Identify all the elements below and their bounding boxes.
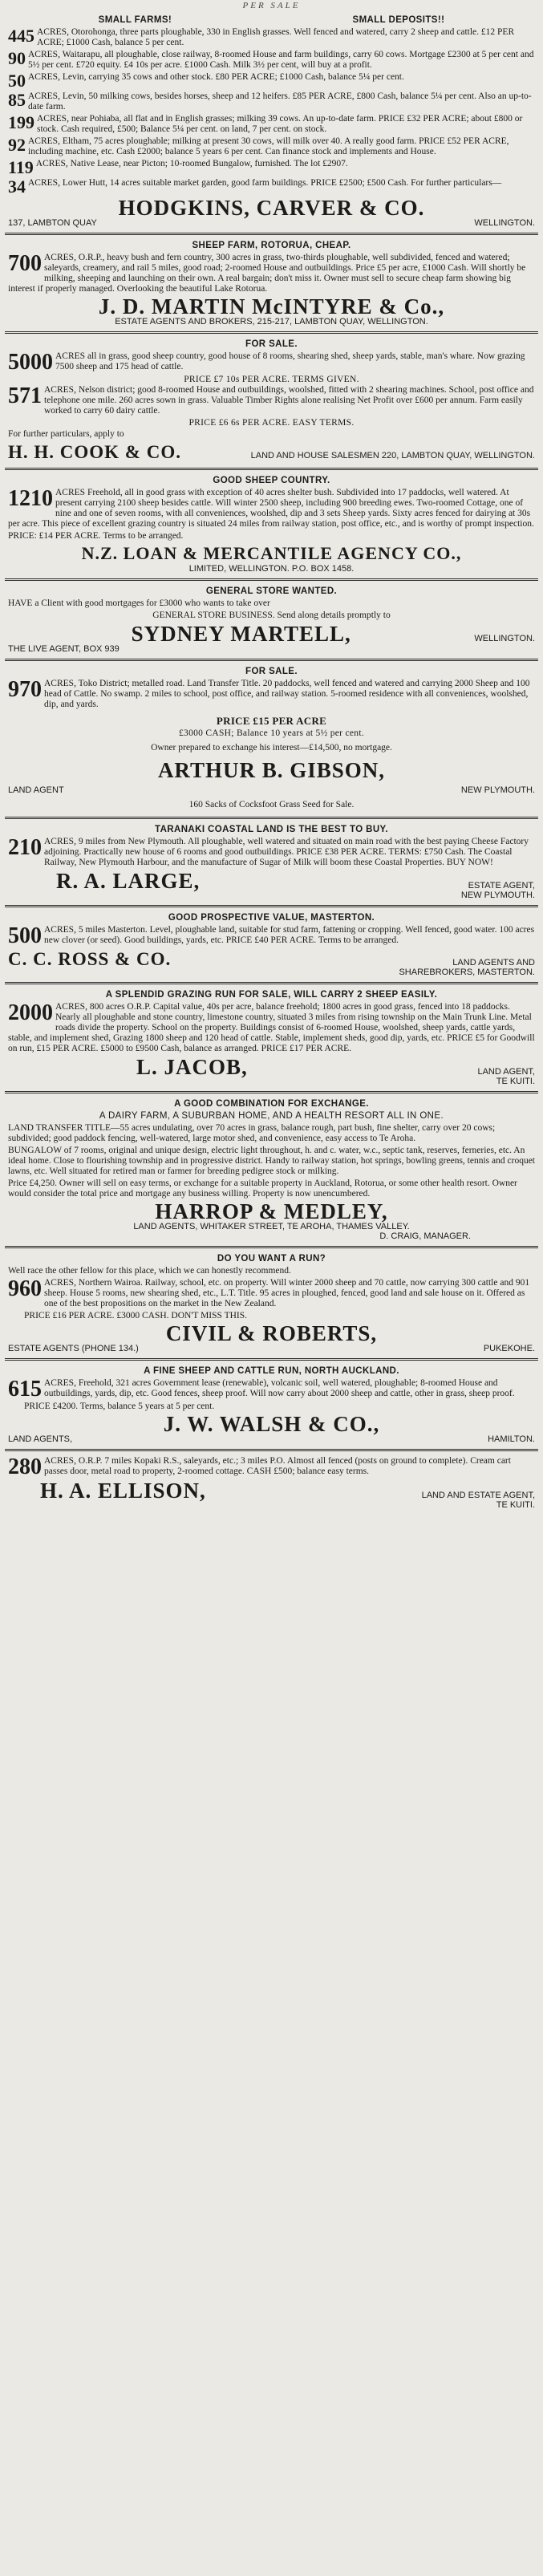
column-rule — [5, 659, 538, 661]
ad-heading: TARANAKI COASTAL LAND IS THE BEST TO BUY. — [155, 825, 388, 834]
agency-name: N.Z. LOAN & MERCANTILE AGENCY CO., — [81, 543, 462, 563]
subline-left: LAND AGENTS, — [8, 1434, 73, 1444]
heading-right: SMALL DEPOSITS!! — [352, 15, 445, 25]
listing-text: ACRES, 5 miles Masterton. Level, ploughable land, suitable for stud farm, fattening or cropping. Well fenced, good water. 100 acres new clover (or seed). Good buildings, yards, etc. PRICE £40 PER ACRE. Terms to be arranged. — [44, 925, 535, 945]
listing-entry — [8, 50, 535, 71]
acreage-number: 1210 — [8, 488, 53, 511]
listing-entry — [8, 1378, 535, 1400]
listing-entry — [8, 488, 535, 529]
agency-name: SYDNEY MARTELL, — [131, 622, 351, 646]
ad-heading: GOOD PROSPECTIVE VALUE, MASTERTON. — [168, 913, 375, 923]
listing-entry — [8, 1002, 535, 1054]
ad-heading: FOR SALE. — [245, 339, 298, 349]
acreage-number: 50 — [8, 72, 26, 90]
listing-entry — [8, 925, 535, 947]
ad-sydney-martell — [5, 582, 538, 657]
address-right: WELLINGTON. — [474, 218, 535, 228]
agency-name: HARROP & MEDLEY, — [155, 1199, 388, 1223]
footnote: 160 Sacks of Cocksfoot Grass Seed for Sale. — [188, 800, 355, 809]
ad-heading: DO YOU WANT A RUN? — [217, 1254, 326, 1264]
agency-name: J. W. WALSH & CO., — [163, 1412, 380, 1436]
ad-l-jacob — [5, 986, 538, 1089]
agency-row — [8, 1480, 535, 1510]
acreage-number: 700 — [8, 253, 42, 276]
agency-city: WELLINGTON. — [474, 634, 535, 643]
agency-name: J. D. MARTIN McINTYRE & Co., — [98, 294, 445, 318]
ad-heading: A GOOD COMBINATION FOR EXCHANGE. — [174, 1099, 369, 1109]
ad-jw-walsh — [5, 1362, 538, 1447]
column-rule — [5, 331, 538, 334]
listing-text: ACRES, near Pohiaba, all flat and in English grasses; milking 39 cows. An up-to-date farm. PRICE £32 PER ACRE; about £800 or stock. Cash required, £500; Balance 5¼ per cent. on land, 7 per cent. on stock. — [37, 114, 523, 134]
ad-paragraph: Price £4,250. Owner will sell on easy terms, or exchange for a suitable property in Auckland, Rotorua, or some other health resort. Owner would consider the total price and mortgage any business willing. Property is now unencumbered. — [8, 1178, 517, 1199]
listing-price: PRICE £7 10s PER ACRE. TERMS GIVEN. — [184, 375, 359, 384]
listing-text: ACRES, Levin, 50 milking cows, besides horses, sheep and 12 heifers. £85 PER ACRE, £800 Cash, balance 5¼ per cent. Also an up-to-date farm. — [28, 91, 532, 112]
agency-address: LAND AND HOUSE SALESMEN 220, LAMBTON QUAY, WELLINGTON. — [250, 451, 535, 460]
listing-text: ACRES, Waitarapu, all ploughable, close railway, 8-roomed House and farm buildings, carry 60 cows. Mortgage £2300 at 5 per cent and 5½ per cent. £720 equity. £4 10s per acre. £1000 Cash. Milk 3½ per cent, will buy at a profit. — [28, 50, 534, 70]
listing-text: ACRES, Nelson district; good 8-roomed House and outbuildings, woolshed, fitted with 2 shearing machines. School, post office and telephone one mile. 260 acres sown in grass. Valuable Timber Rights alone realising Net Profit over £600 per annum. Farm easily worked to carry 60 dairy cattle. — [44, 385, 534, 416]
agency-name: HODGKINS, CARVER & CO. — [118, 196, 425, 220]
ad-arthur-gibson — [5, 663, 538, 815]
address-line: TE KUITI. — [496, 1077, 535, 1086]
listing-text: ACRES, Toko District; metalled road. Land Transfer Title. 20 paddocks, well fenced and watered and carrying 2000 Sheep and 100 head of Cattle. No swamp. 2 miles to school, post office, and railway station. 5-roomed residence with all conveniences, woolshed, dip, and yards. — [44, 679, 530, 709]
acreage-number: 2000 — [8, 1002, 53, 1025]
listing-price: PRICE £16 PER ACRE. £3000 CASH. DON'T MISS THIS. — [24, 1311, 248, 1320]
ad-ha-ellison — [5, 1453, 538, 1513]
address-line: NEW PLYMOUTH. — [460, 890, 535, 900]
ad-heading: A FINE SHEEP AND CATTLE RUN, NORTH AUCKLAND. — [144, 1366, 399, 1376]
agency-subline: LAND AGENTS, WHITAKER STREET, TE AROHA, THAMES VALLEY. — [133, 1222, 410, 1231]
agency-address — [422, 1491, 535, 1510]
ad-ra-large — [5, 821, 538, 903]
ad-nz-loan-mercantile — [5, 472, 538, 577]
column-rule — [5, 468, 538, 470]
listing-text: ACRES, O.R.P., heavy bush and fern country, 300 acres in grass, two-thirds ploughable, well subdivided, fenced and watered; saleyards, creamery, and rail 5 miles, good road; 2-roomed House and outbuildings. Price £5 per acre, £1000 Cash. Will shortly be milking, sheeping and launching on their own. A real bargain; don't miss it. Owner must sell to secure cheap farm showing big interest if properly managed. Overlooking the beautiful Lake Rotorua. — [8, 253, 526, 294]
acreage-number: 199 — [8, 114, 34, 132]
acreage-number: 571 — [8, 385, 42, 408]
acreage-number: 280 — [8, 1456, 42, 1478]
masthead-fragment: PER SALE — [242, 1, 301, 10]
listing-entry — [8, 178, 535, 196]
subline-right: HAMILTON. — [488, 1434, 535, 1444]
agency-address — [461, 881, 535, 900]
acreage-number: 5000 — [8, 351, 53, 373]
column-rule — [5, 1246, 538, 1248]
agency-row — [8, 623, 535, 644]
label-left: LAND AGENT — [8, 785, 64, 795]
address-line: LAND AGENTS AND — [452, 958, 535, 968]
acreage-number: 119 — [8, 159, 34, 176]
agency-name: H. A. ELLISON, — [40, 1479, 206, 1503]
listing-entry — [8, 1278, 535, 1309]
listing-text: ACRES, Freehold, 321 acres Government lease (renewable), volcanic soil, well watered, ploughable; 8-roomed House and outbuildings, yards, dip, etc. Good fences, sheep proof. Will now carry about 2000 sheep and cattle, other in grass, sheep proof. — [44, 1378, 515, 1398]
column-rule — [5, 817, 538, 819]
agency-name: R. A. LARGE, — [56, 869, 201, 893]
column-rule — [5, 905, 538, 907]
acreage-number: 92 — [8, 136, 26, 155]
agency-name: CIVIL & ROBERTS, — [165, 1321, 378, 1345]
agency-name: H. H. COOK & CO. — [8, 442, 181, 462]
ad-heading — [8, 15, 535, 25]
agency-row — [8, 870, 535, 900]
listing-text: ACRES Freehold, all in good grass with exception of 40 acres shelter bush. Subdivided into 17 paddocks, well watered. At present carrying 2100 sheep besides cattle. Will winter 2500 sheep, including 900 breeding ewes. Two-roomed Cottage, one of nine and one of seven rooms, with all conveniences, woolshed, dip and 3 sets Sheep yards. Sixty acres fenced for dairying at 30s per acre. This piece of excellent grazing country is situated 24 miles from railway station, post office, etc., and is worthy of prompt inspection. — [8, 488, 534, 529]
column-rule — [5, 233, 538, 235]
listing-price: PRICE £15 PER ACRE — [216, 715, 327, 727]
ad-harrop-medley — [5, 1095, 538, 1244]
acreage-number: 90 — [8, 50, 26, 68]
listing-entry — [8, 253, 535, 294]
owner-note: Owner prepared to exchange his interest—£14,500, no mortgage. — [151, 743, 392, 753]
listing-text: ACRES, Native Lease, near Picton; 10-roomed Bungalow, furnished. The lot £2907. — [35, 159, 348, 168]
listing-text: ACRES, Eltham, 75 acres ploughable; milking at present 30 cows, will milk over 40. A really good farm. PRICE £52 PER ACRE, including machine, etc. Cash £2000; balance 5 years 6 per cent. Can finance stock and implements and House. — [28, 136, 509, 156]
listing-entry — [8, 159, 535, 176]
acreage-number: 970 — [8, 679, 42, 702]
subline-right: PUKEKOHE. — [483, 1344, 535, 1353]
agency-row — [8, 442, 535, 463]
listing-price: PRICE £6 6s PER ACRE. EASY TERMS. — [188, 418, 355, 428]
heading-left: SMALL FARMS! — [98, 15, 172, 25]
further-note: For further particulars, apply to — [8, 429, 124, 439]
listing-entry — [8, 114, 535, 135]
column-rule — [5, 578, 538, 581]
listing-text: ACRES all in grass, good sheep country, good house of 8 rooms, shearing shed, sheep yards, stable, man's whare. Now grazing 7500 sheep and 175 head of cattle. — [55, 351, 525, 371]
subline-left: ESTATE AGENTS (PHONE 134.) — [8, 1344, 139, 1353]
agency-subline — [8, 785, 535, 795]
agency-row — [8, 949, 535, 977]
acreage-number: 210 — [8, 837, 42, 860]
acreage-number: 34 — [8, 178, 26, 196]
listing-entry — [8, 385, 535, 416]
listing-entry — [8, 1456, 535, 1478]
label-right: NEW PLYMOUTH. — [460, 785, 535, 795]
ad-civil-roberts — [5, 1250, 538, 1357]
acreage-number: 445 — [8, 27, 34, 46]
listing-text: ACRES, Levin, carrying 35 cows and other stock. £80 PER ACRE; £1000 Cash, balance 5¼ per cent. — [28, 72, 404, 82]
agency-address — [477, 1067, 535, 1086]
ad-paragraph: BUNGALOW of 7 rooms, original and unique design, electric light throughout, h. and c. water, w.c., septic tank, reserves, ferneries, etc. An ideal home. Close to flourishing township and in progressive district. Handy to railway station, hot springs, bowling greens, tennis and croquet lawns, etc. Well situated for retired man or farmer for breeding pedigree stock or milking. — [8, 1146, 535, 1176]
agency-name: ARTHUR B. GIBSON, — [157, 758, 386, 782]
address-left: 137, LAMBTON QUAY — [8, 218, 97, 228]
ad-heading: A SPLENDID GRAZING RUN FOR SALE, WILL CARRY 2 SHEEP EASILY. — [105, 990, 438, 1000]
ad-heading: SHEEP FARM, ROTORUA, CHEAP. — [192, 241, 351, 250]
address-line: ESTATE AGENT, — [468, 881, 535, 890]
address-line: SHAREBROKERS, MASTERTON. — [399, 968, 535, 977]
ad-martin-mcintyre — [5, 237, 538, 330]
ad-intro: Well race the other fellow for this place, which we can honestly recommend. — [8, 1266, 291, 1276]
agency-address — [399, 958, 535, 977]
agency-row — [8, 1057, 535, 1086]
agency-name: L. JACOB, — [136, 1055, 248, 1079]
column-rule — [5, 1358, 538, 1361]
column-rule — [5, 982, 538, 984]
listing-entry — [8, 837, 535, 868]
listing-price: PRICE £4200. Terms, balance 5 years at 5 per cent. — [24, 1402, 215, 1411]
listing-text: ACRES, Otorohonga, three parts ploughable, 330 in English grasses. Well fenced and watered, carry 2 sheep and cattle. £12 PER ACRE; £1000 Cash, balance 5 per cent. — [37, 27, 515, 47]
address-line: LAND AND ESTATE AGENT, — [421, 1491, 535, 1500]
ad-text: GENERAL STORE BUSINESS. Send along details promptly to — [152, 611, 391, 620]
listing-text: ACRES, 800 acres O.R.P. Capital value, 40s per acre, balance freehold; 1800 acres in good grass, fenced into 18 paddocks. Nearly all ploughable and stone country, limestone country, situated 3 miles from rising township on the Main Trunk Line. Metal roads divide the property. School on the property. Buildings consist of 6-roomed House, woolshed, sheep yards, cattle yards, stable, and implement shed, Grazing 1800 sheep and 120 head of cattle. Stable, implement sheds, good dip, yards, etc. PRICE £5 for Goodwill on run, £15 PER ACRE. £5000 to £9500 Cash, balance as arranged. PRICE £17 PER ACRE. — [8, 1002, 535, 1053]
listing-text: ACRES, Northern Wairoa. Railway, school, etc. on property. Will winter 2000 sheep and 70 cattle, now carrying 300 cattle and 901 sheep. House 5 rooms, new shearing shed, etc., L.T. Title. 95 acres in ploughed, fenced, good land and sale house on it. Offered as one of the best propositions on the market in the New Zealand. — [44, 1278, 530, 1308]
agency-name: C. C. ROSS & CO. — [8, 949, 172, 969]
ad-text: HAVE a Client with good mortgages for £3000 who wants to take over — [8, 598, 270, 608]
address-line: TE KUITI. — [496, 1500, 535, 1510]
acreage-number: 85 — [8, 91, 26, 110]
listing-entry — [8, 91, 535, 112]
ad-heading: GOOD SHEEP COUNTRY. — [213, 476, 330, 485]
ad-heading: GENERAL STORE WANTED. — [205, 586, 338, 596]
acreage-number: 615 — [8, 1378, 42, 1400]
listing-text: ACRES, O.R.P. 7 miles Kopaki R.S., saleyards, etc.; 3 miles P.O. Almost all fenced (posts on ground to complete). Cream cart passes door, metal road to property, 2-roomed cottage. CASH £500; balance easy terms. — [44, 1456, 511, 1476]
listing-terms: £3000 CASH; Balance 10 years at 5½ per cent. — [178, 728, 364, 738]
column-rule — [5, 1449, 538, 1451]
acreage-number: 500 — [8, 925, 42, 947]
agency-manager: D. CRAIG, MANAGER. — [379, 1231, 471, 1241]
listing-text: ACRES, 9 miles from New Plymouth. All ploughable, well watered and situated on main road with the best paying Cheese Factory adjoining. Practically new house of 6 rooms and good outbuildings. PRICE £38 PER ACRE. TERMS: £750 Cash. The Coastal Railway, New Plymouth Harbour, and the manufacture of Sugar of Milk will boom these Coastal Properties. BUY NOW! — [44, 837, 529, 867]
listing-entry — [8, 679, 535, 710]
ad-hh-cook — [5, 335, 538, 466]
listing-text: ACRES, Lower Hutt, 14 acres suitable market garden, good farm buildings. PRICE £2500; £500 Cash. For further particulars— — [28, 178, 502, 188]
ad-heading: FOR SALE. — [245, 667, 298, 676]
agency-subline: LIMITED, WELLINGTON. P.O. BOX 1458. — [188, 564, 355, 574]
acreage-number: 960 — [8, 1278, 42, 1301]
agency-subline: ESTATE AGENTS AND BROKERS, 215-217, LAMBTON QUAY, WELLINGTON. — [115, 317, 428, 327]
ad-paragraph: LAND TRANSFER TITLE—55 acres undulating, over 70 acres in grass, balance rough, part bush, fine shelter, carry over 20 cows; subdivided; good paddock fencing, well-watered, large motor shed, and convenience, easy access to Te Aroha. — [8, 1123, 496, 1143]
listing-entry — [8, 27, 535, 48]
column-rule — [5, 1091, 538, 1093]
agency-subline: THE LIVE AGENT, BOX 939 — [8, 644, 120, 654]
listing-entry — [8, 351, 535, 373]
listing-entry — [8, 72, 535, 90]
listing-entry — [8, 136, 535, 157]
listing-price: PRICE: £14 PER ACRE. Terms to be arranged. — [8, 531, 184, 541]
ad-cc-ross — [5, 909, 538, 980]
address-line: LAND AGENT, — [477, 1067, 535, 1077]
ad-subheading: A DAIRY FARM, A SUBURBAN HOME, AND A HEALTH RESORT ALL IN ONE. — [99, 1111, 444, 1121]
ad-hodgkins-carver — [5, 11, 538, 231]
